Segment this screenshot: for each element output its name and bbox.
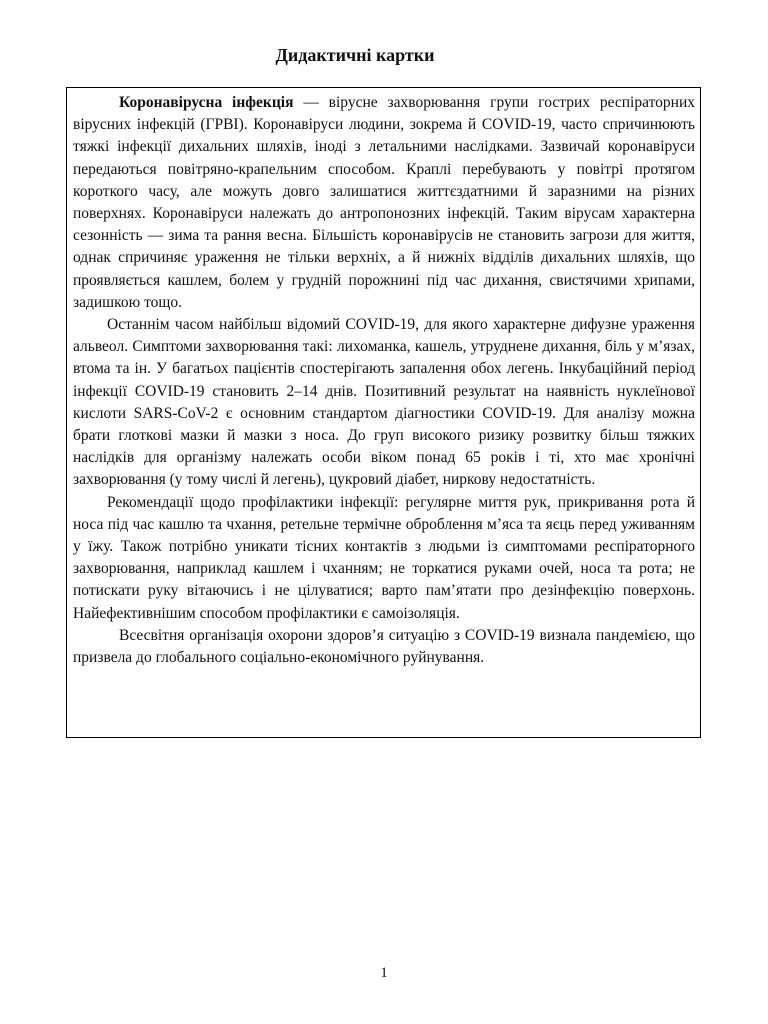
page-title: Дидактичні картки [275, 45, 435, 65]
card-paragraph-prevention: Рекомендації щодо профілактики інфекції: регулярне миття рук, прикривання рота й носа під час кашлю та чхання, ретельне термічне оброблення м’яса та яєць перед уживанням у їжу. Також потрібно уникати тісних контактів з людьми із симптомами респіраторного захворювання, наприклад кашлем і чханням; не торкатися руками очей, носа та рота; не потискати руку вітаючись і не цілуватися; варто пам’ятати про дезінфекцію поверхонь. Найефективнішим способом профілактики є самоізоляція. [73, 493, 695, 622]
card-paragraph-covid: Останнім часом найбільш відомий COVID-19, для якого характерне дифузне ураження альвеол. Симптоми захворювання такі: лихоманка, кашель, утруднене дихання, біль у м’язах, втома та ін. У багатьох пацієнтів спостерігають запалення обох легень. Інкубаційний період інфекції COVID-19 становить 2–14 днів. Позитивний результат на наявність нуклеїнової кислоти SARS-CoV-2 є основним стандартом діагностики COVID-19. Для аналізу можна брати глоткові мазки й мазки з носа. До груп високого ризику розвитку більш тяжких наслідків для організму належать особи віком понад 65 років і ті, хто має хронічні захворювання (у тому числі й легень), цукровий діабет, ниркову недостатність. [73, 316, 695, 489]
card-paragraph-definition [73, 92, 695, 314]
card-paragraph-text: — вірусне захворювання групи гострих респіраторних вірусних інфекцій (ГРВІ). Коронавіруси людини, зокрема й COVID-19, часто спричинюють тяжкі інфекції дихальних шляхів, іноді з летальними наслідками. Зазвичай коронавіруси передаються повітряно-крапельним способом. Краплі перебувають у повітрі протягом короткого часу, але можуть довго залишатися життєздатними й заразними на різних поверхнях. Коронавіруси належать до антропонозних інфекцій. Таким вірусам характерна сезонність — зима та рання весна. Більшість коронавірусів не становить загрози для життя, однак спричиняє ураження не тільки верхніх, а й нижніх відділів дихальних шляхів, що проявляється кашлем, болем у грудній порожнині під час дихання, свистячими хрипами, задишкою тощо. [73, 94, 695, 311]
card-paragraph-pandemic: Всесвітня організація охорони здоров’я ситуацію з COVID-19 визнала пандемією, що призвела до глобального соціально-економічного руйнування. [73, 626, 695, 667]
didactic-card [66, 87, 701, 738]
card-term: Коронавірусна інфекція [119, 94, 294, 111]
page-number: 1 [380, 965, 388, 981]
